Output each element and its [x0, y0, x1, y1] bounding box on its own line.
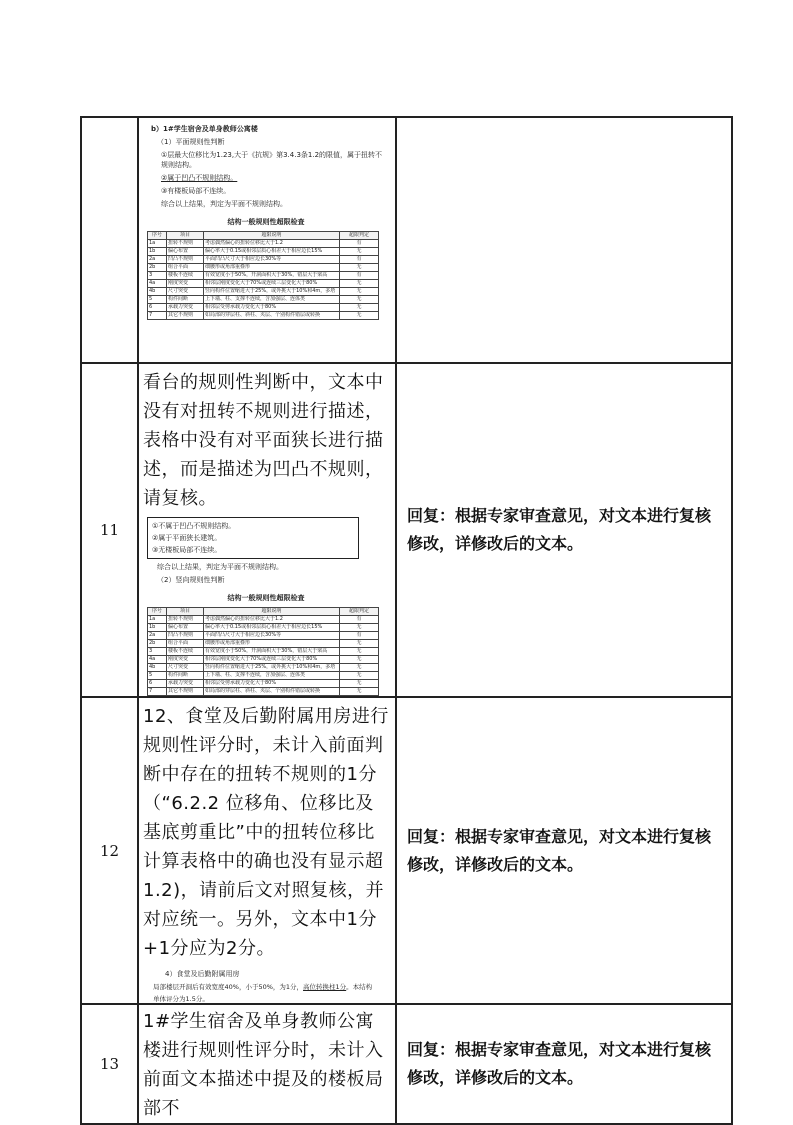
snippet-table-cell: 相邻层受剪承载力变化大于80%: [204, 304, 340, 312]
snippet-table-cell: 上下墙、柱、支撑不连续，含加强层、连体类: [204, 672, 340, 680]
snippet-table-cell: 楼板不连续: [167, 272, 204, 280]
snippet-line: 综合以上结果，判定为平面不规则结构。: [161, 200, 287, 208]
snippet-heading: b）1#学生宿舍及单身教师公寓楼: [151, 125, 258, 133]
snippet-table-cell: 4a: [148, 280, 167, 288]
snippet-table-header: [148, 608, 379, 616]
comment-cell: [138, 117, 396, 363]
review-table: [80, 116, 733, 1125]
snippet-table-cell: 7: [148, 312, 167, 320]
embedded-report-snippet: [143, 969, 389, 1003]
snippet-table-cell: 细腰形或角部重叠形: [204, 264, 340, 272]
snippet-table-cell: 有: [340, 272, 379, 280]
comment-text: 12、食堂及后勤附属用房进行规则性评分时，未计入前面判断中存在的扭转不规则的1分（“6.2.2 位移角、位移比及基底剪重比”中的扭转位移比计算表格中的确也没有显示超1.2)，请前后文对照复核，并对应统一。另外，文本中1分+1分应为2分。: [143, 706, 389, 959]
snippet-table-row: [148, 656, 379, 664]
snippet-table-cell: 有: [340, 240, 379, 248]
snippet-table-caption: 结构一般规则性超限检查: [227, 594, 305, 602]
snippet-line: ③无楼板局部不连续。: [152, 546, 222, 554]
reply-cell: [396, 117, 732, 363]
snippet-table-row: [148, 648, 379, 656]
snippet-table-cell: 2b: [148, 640, 167, 648]
snippet-note-underlined: 高位转换柱1分: [303, 983, 347, 991]
snippet-line: （2）竖向规则性判断: [157, 576, 225, 584]
snippet-table-cell: 上下墙、柱、支撑不连续，含加强层、连体类: [204, 296, 340, 304]
table-row: [81, 697, 732, 1004]
snippet-table-cell: 如局部的穿层柱、斜柱、夹层、个别构件错层或转换: [204, 312, 340, 320]
snippet-boxed-text: [147, 517, 359, 559]
header-cell: 超限说明: [204, 608, 340, 616]
snippet-table-cell: 4b: [148, 288, 167, 296]
comment-cell: [138, 1004, 396, 1124]
snippet-table-cell: 3: [148, 648, 167, 656]
snippet-table-cell: 2a: [148, 632, 167, 640]
reply-cell: [396, 1004, 732, 1124]
snippet-table-cell: 偏心率大于0.15或相邻层质心相差大于相应边长15%: [204, 624, 340, 632]
snippet-table-row: [148, 248, 379, 256]
snippet-table-cell: 1b: [148, 624, 167, 632]
snippet-table-cell: 竖向构件位置缩进大于25%，或外挑大于10%和4m，多塔: [204, 664, 340, 672]
snippet-table-cell: 偏心率大于0.15或相邻层质心相差大于相应边长15%: [204, 248, 340, 256]
snippet-table-cell: 6: [148, 304, 167, 312]
snippet-table-cell: 无: [340, 664, 379, 672]
snippet-table-row: [148, 672, 379, 680]
snippet-table-cell: 无: [340, 624, 379, 632]
header-cell: 超限判定: [340, 608, 379, 616]
snippet-table-cell: 6: [148, 680, 167, 688]
snippet-table-cell: 构件间断: [167, 296, 204, 304]
snippet-table-cell: 其它不规则: [167, 688, 204, 696]
snippet-table-cell: 其它不规则: [167, 312, 204, 320]
table-row: [81, 117, 732, 363]
table-row: [81, 363, 732, 697]
snippet-heading: 4）食堂及后勤附属用房: [165, 970, 240, 978]
table-row: [81, 1004, 732, 1124]
snippet-table-cell: 刚度突变: [167, 656, 204, 664]
snippet-table-cell: 无: [340, 304, 379, 312]
snippet-note-text: 。本结构: [346, 983, 373, 991]
snippet-table-cell: 有: [340, 256, 379, 264]
snippet-table-row: [148, 280, 379, 288]
snippet-table-body: [148, 616, 379, 696]
snippet-table-cell: 组合平面: [167, 264, 204, 272]
snippet-table-row: [148, 304, 379, 312]
snippet-table-row: [148, 624, 379, 632]
snippet-table-row: [148, 296, 379, 304]
reply-text: 回复：根据专家审查意见，对文本进行复核修改，详修改后的文本。: [407, 506, 712, 553]
snippet-table-cell: 无: [340, 296, 379, 304]
snippet-table-cell: 如局部的穿层柱、斜柱、夹层、个别构件错层或转换: [204, 688, 340, 696]
snippet-table-row: [148, 312, 379, 320]
header-cell: 超限判定: [340, 232, 379, 240]
snippet-table-cell: 承载力突变: [167, 680, 204, 688]
snippet-table-cell: 无: [340, 288, 379, 296]
snippet-table-row: [148, 240, 379, 248]
snippet-table-cell: 承载力突变: [167, 304, 204, 312]
header-cell: 项目: [167, 608, 204, 616]
snippet-table-cell: 平面凹凸尺寸大于相应边长30%等: [204, 256, 340, 264]
snippet-table-cell: 细腰形或角部重叠形: [204, 640, 340, 648]
snippet-table-cell: 尺寸突变: [167, 288, 204, 296]
snippet-line: ①层最大位移比为1.23,大于《抗规》第3.4.3条1.2的限值，属于扭转不规则结构。: [161, 151, 383, 169]
snippet-line: 综合以上结果，判定为平面不规则结构。: [157, 563, 283, 571]
snippet-table-row: [148, 680, 379, 688]
snippet-table-cell: 考虑偶然偏心的扭转位移比大于1.2: [204, 616, 340, 624]
snippet-table-cell: 平面凹凸尺寸大于相应边长30%等: [204, 632, 340, 640]
reply-text: 回复：根据专家审查意见，对文本进行复核修改，详修改后的文本。: [407, 826, 712, 874]
snippet-table-cell: 1b: [148, 248, 167, 256]
snippet-table-cell: 无: [340, 248, 379, 256]
row-number: [81, 117, 138, 363]
snippet-line: ②属于凹凸不规则结构。: [161, 174, 238, 182]
snippet-table-cell: 相邻层刚度变化大于70%或连续三层变化大于80%: [204, 656, 340, 664]
snippet-table-cell: 有效宽度小于50%，开洞面积大于30%，错层大于梁高: [204, 648, 340, 656]
snippet-note: [153, 982, 389, 991]
comment-cell: [138, 697, 396, 1004]
row-number: 12: [81, 697, 138, 1004]
snippet-table-row: [148, 256, 379, 264]
snippet-table-caption: 结构一般规则性超限检查: [227, 218, 305, 226]
header-cell: 项目: [167, 232, 204, 240]
snippet-note: 单体评分为1.5分。: [153, 995, 209, 1003]
snippet-table-body: [148, 240, 379, 320]
snippet-table-cell: 无: [340, 640, 379, 648]
snippet-table-cell: 凹凸不规则: [167, 632, 204, 640]
snippet-table-cell: 4a: [148, 656, 167, 664]
snippet-table-cell: 相邻层受剪承载力变化大于80%: [204, 680, 340, 688]
snippet-table-cell: 无: [340, 672, 379, 680]
reply-text: 回复：根据专家审查意见，对文本进行复核修改，详修改后的文本。: [407, 1040, 712, 1087]
embedded-report-snippet: [143, 124, 389, 320]
snippet-table: [147, 231, 379, 320]
snippet-table-cell: 扭转不规则: [167, 616, 204, 624]
snippet-table-cell: 组合平面: [167, 640, 204, 648]
snippet-table-row: [148, 272, 379, 280]
snippet-table-row: [148, 640, 379, 648]
snippet-table-cell: 偏心布置: [167, 624, 204, 632]
snippet-table-cell: 偏心布置: [167, 248, 204, 256]
snippet-table-cell: 凹凸不规则: [167, 256, 204, 264]
embedded-report-snippet: [143, 517, 389, 696]
snippet-line: ③有楼板局部不连续。: [161, 187, 231, 195]
comment-text: 1#学生宿舍及单身教师公寓楼进行规则性评分时，未计入前面文本描述中提及的楼板局部不: [143, 1011, 384, 1119]
snippet-line: ①不属于凹凸不规则结构。: [152, 522, 236, 530]
snippet-table-row: [148, 632, 379, 640]
snippet-table-cell: 无: [340, 280, 379, 288]
snippet-table-cell: 2a: [148, 256, 167, 264]
snippet-line: ②属于平面狭长建筑。: [152, 534, 222, 542]
snippet-table-cell: 相邻层刚度变化大于70%或连续三层变化大于80%: [204, 280, 340, 288]
header-cell: 超限说明: [204, 232, 340, 240]
snippet-table-cell: 无: [340, 312, 379, 320]
snippet-table-cell: 有效宽度小于50%，开洞面积大于30%，错层大于梁高: [204, 272, 340, 280]
snippet-table-cell: 1a: [148, 240, 167, 248]
snippet-table: [147, 607, 379, 696]
snippet-subheading: （1）平面规则性判断: [157, 138, 225, 146]
snippet-table-cell: 无: [340, 688, 379, 696]
row-number: 11: [81, 363, 138, 697]
snippet-table-cell: 无: [340, 656, 379, 664]
snippet-table-cell: 7: [148, 688, 167, 696]
snippet-table-row: [148, 688, 379, 696]
snippet-table-cell: 刚度突变: [167, 280, 204, 288]
header-cell: 序号: [148, 232, 167, 240]
header-cell: 序号: [148, 608, 167, 616]
snippet-table-cell: 有: [340, 616, 379, 624]
reply-cell: [396, 363, 732, 697]
snippet-table-cell: 5: [148, 296, 167, 304]
comment-text: 看台的规则性判断中，文本中没有对扭转不规则进行描述，表格中没有对平面狭长进行描述，而是描述为凹凸不规则，请复核。: [143, 372, 384, 509]
snippet-table-cell: 1a: [148, 616, 167, 624]
snippet-table-cell: 无: [340, 648, 379, 656]
snippet-table-cell: 楼板不连续: [167, 648, 204, 656]
snippet-table-cell: 5: [148, 672, 167, 680]
snippet-table-cell: 构件间断: [167, 672, 204, 680]
comment-cell: [138, 363, 396, 697]
snippet-table-cell: 有: [340, 632, 379, 640]
snippet-note-text: 局部楼层开洞后有效宽度40%，小于50%，为1分，: [153, 983, 304, 991]
snippet-table-row: [148, 288, 379, 296]
snippet-table-header: [148, 232, 379, 240]
snippet-table-cell: 尺寸突变: [167, 664, 204, 672]
snippet-table-row: [148, 616, 379, 624]
snippet-table-row: [148, 264, 379, 272]
reply-cell: [396, 697, 732, 1004]
snippet-table-cell: 2b: [148, 264, 167, 272]
snippet-table-cell: 4b: [148, 664, 167, 672]
snippet-table-cell: 扭转不规则: [167, 240, 204, 248]
snippet-table-cell: 3: [148, 272, 167, 280]
snippet-table-cell: 竖向构件位置缩进大于25%，或外挑大于10%和4m，多塔: [204, 288, 340, 296]
snippet-table-row: [148, 664, 379, 672]
snippet-table-cell: 无: [340, 680, 379, 688]
row-number: 13: [81, 1004, 138, 1124]
snippet-table-cell: 无: [340, 264, 379, 272]
snippet-table-cell: 考虑偶然偏心的扭转位移比大于1.2: [204, 240, 340, 248]
